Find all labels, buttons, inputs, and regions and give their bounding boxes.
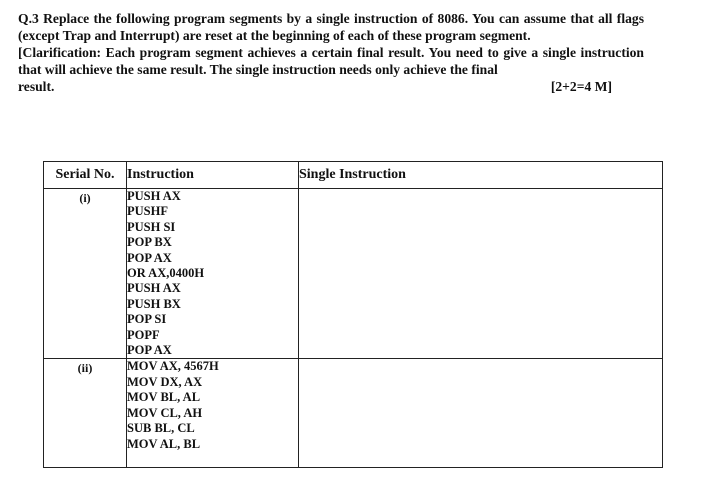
instruction-line: POPF <box>127 327 160 342</box>
instruction-line: POP SI <box>127 312 167 327</box>
instruction-spacer <box>127 452 298 467</box>
instruction-line: PUSH SI <box>127 219 176 234</box>
question-text: Q.3 Replace the following program segments by a single instruction of 8086. You can assume that all flags (except Trap and Interrupt) are reset at the beginning of each of these program segment. <box>18 11 644 43</box>
instruction-cell <box>127 359 299 467</box>
instruction-line: OR AX,0400H <box>127 266 205 281</box>
instruction-line: MOV AX, 4567H <box>127 359 219 374</box>
single-instruction-answer-cell[interactable] <box>299 189 663 359</box>
serial-cell <box>44 359 127 467</box>
question-block <box>18 10 644 95</box>
instruction-line: SUB BL, CL <box>127 421 195 436</box>
instruction-line: PUSH AX <box>127 281 181 296</box>
header-serial-no: Serial No. <box>44 162 127 189</box>
header-instruction: Instruction <box>127 162 299 189</box>
instruction-line: POP BX <box>127 235 172 250</box>
serial-number: (i) <box>79 191 91 205</box>
marks-label: [2+2=4 M] <box>550 79 612 94</box>
serial-number: (ii) <box>77 361 93 376</box>
instruction-line: MOV DX, AX <box>127 374 203 389</box>
instruction-line: POP AX <box>127 343 172 358</box>
instruction-line: POP AX <box>127 250 172 265</box>
header-single-instruction: Single Instruction <box>299 162 663 189</box>
instruction-line: PUSH AX <box>127 189 181 203</box>
instruction-cell <box>127 189 299 359</box>
marks-line <box>18 78 644 95</box>
table-row <box>44 189 663 359</box>
instruction-line: MOV BL, AL <box>127 390 201 405</box>
instruction-line: PUSHF <box>127 204 168 219</box>
clarification-text: [Clarification: Each program segment achieves a certain final result. You need to give a single instruction that will achieve the same result. The single instruction needs only achieve the final <box>18 45 644 77</box>
instruction-line: PUSH BX <box>127 296 181 311</box>
table-row <box>44 359 663 467</box>
serial-cell <box>44 189 127 359</box>
single-instruction-answer-cell[interactable] <box>299 359 663 467</box>
segments-table <box>43 161 663 468</box>
instruction-line: MOV AL, BL <box>127 436 201 451</box>
table-header-row <box>44 162 663 189</box>
instruction-line: MOV CL, AH <box>127 405 203 420</box>
clarification-end: result. <box>18 79 55 94</box>
